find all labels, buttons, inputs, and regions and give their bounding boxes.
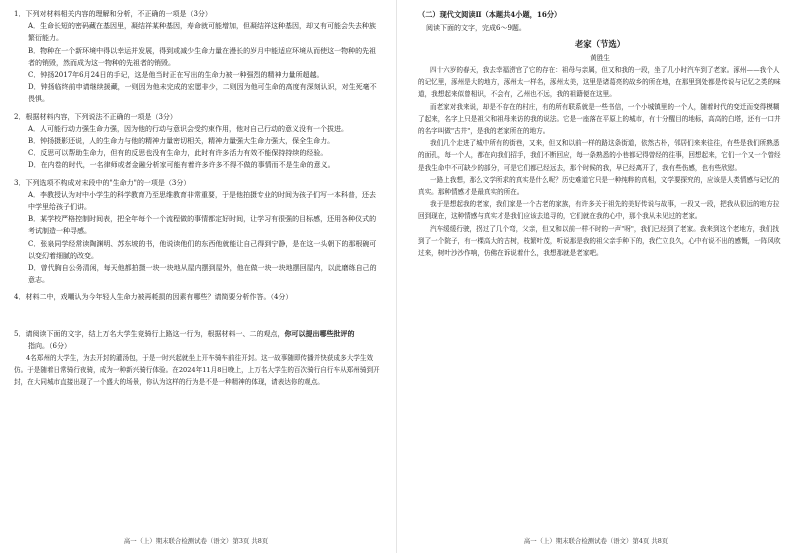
q5-stem-part-a: 5．请阅读下面的文字，结上万名大学生竞骑行上路这一行为，根据材料一、二的观点， bbox=[14, 329, 285, 338]
q3-option-c: C．张泉同学经常读陶渊明、苏东坡的书，他说读他们的东西他就能让自己得到宁静，是在这一头朝下的那根碗可以变幻着细腻的改变。 bbox=[28, 239, 377, 260]
section-heading: （二）现代文阅读Ⅱ（本题共4小题，16分） bbox=[418, 10, 562, 19]
q5-stem-tail: 指向。（6分） bbox=[28, 341, 71, 350]
q2-option-a: A．人可能行动力强生命力强，因为他的行动与意识会受约束作用，他对自己行动的意义没有一个拔进。 bbox=[28, 124, 349, 133]
q2-option-b: B．钟扬摄影还说，人的生命力与他的精神力量密切相关，精神力量强大生命力强大，保全生命力。 bbox=[28, 137, 335, 146]
question-4-stem: 4．材料二中，戏嘲认为今年轻人生命力被再耗损的因素有哪些？请简要分析作答。（4分） bbox=[14, 293, 293, 302]
page-3-footer: 高一（上）期末联合检测试卷（语文）第3页 共8页 bbox=[123, 537, 269, 545]
question-3-stem: 3．下列选项不构成对末段中的"生命力"的一项是（3分） bbox=[14, 178, 191, 187]
page-3 bbox=[4, 0, 388, 553]
q3-option-a: A．李教授认为对中小学生的科学教育乃至思维教育非常重要，于是他拍摄专业的时间为孩子们写一本科普，还去中学里给孩子们讲。 bbox=[28, 190, 377, 212]
q1-option-d: D．钟扬临终前申请继续援藏，一则因为他未完成的宏愿非少，二则因为他可生命的高度有深刻认识，对生死毫不畏惧。 bbox=[28, 83, 377, 104]
article-paragraph-1: 四十六岁的春天，我去幸福涝官了它的存在：祖母与亲属，但又和我的一段，坐了几小时汽车到了老家。涿州——我个人的记忆里，涿州是大的地方，涿州太一样名，涿州太美，这里是诸葛亮的故乡的所在地，在那里到处都是传说与记忆之类的味道，我想起来似曾相识，不会有，乙州也不远，我的祖籍便在这里。 bbox=[418, 66, 781, 99]
page-4 bbox=[404, 0, 788, 553]
question-5-stem bbox=[14, 328, 382, 340]
q5-passage: 4名郑州的大学生，为去开封的灌汤包，于是一时兴起就坐上开车骑车前往开封。这一故事随即传播并快获成多大学生效仿。于是随着日常骑行夜骑，成为一种新兴骑行体验。在2024年11月8日晚上，上万名大学生的百次骑行自行车从郑州骑到开封，在大同城市直接出现了一个盛大的场景，你认为这样的行为是不是一种精神的体现，请表达你的观点。 bbox=[14, 354, 380, 387]
page-gutter bbox=[396, 0, 397, 553]
article-paragraph-4: 一路上我想，那么文学所求的真实是什么呢？历史难道它只是一种纯粹的真相，文学要探究的，应该是人类情感与记忆的真实。那种情感才是最真实的所在。 bbox=[418, 175, 780, 197]
q5-stem-emphasis: 你可以提出哪些批评的 bbox=[284, 328, 355, 338]
article-author: 黄胜生 bbox=[590, 54, 610, 62]
q2-option-c: C．反思可以帮助生命力，但有的反思也没有生命力，此时有许多活力有效不能保持持续的经验。 bbox=[28, 149, 328, 158]
question-2-stem: 2．根据材料内容，下列说法不正确的一项是（3分） bbox=[14, 112, 177, 121]
q3-option-d: D．曾代胸自公务清闲，每天他都拍摄一块一块地从屋内摆到屋外，他在做一块一块地摆回屋内，以此磨练自己的意志。 bbox=[28, 264, 377, 285]
q1-option-c: C．钟扬2017年6月24日的手记，这是他当时正在写出的生命力被一种强烈的精神力量所超越。 bbox=[28, 71, 324, 80]
article-paragraph-2: 而老家对我来说，却是不存在的村庄，有的所有联系就是一些书信，一个小城镇里的一个人，随着时代的变迁而变得模糊了起来，名字上只是祖父和祖母来访的我的说法。它是一座落在平原上的城市，有十分醒目的地标，高高的白塔，还有一口井的名字叫做"古井"，是我的老家所在的地方。 bbox=[418, 102, 781, 136]
article-paragraph-6: 汽车缓缓行驶，拐过了几个弯，父亲，但又和以前一样不时的一声"呀"，我们已经到了老家。我来到这个老地方，我们找到了一个院子，有一棵高大的古树，枝繁叶茂，听说那是我的祖父亲手种下的，我伫立良久，心中有说不出的感慨，一阵风吹过来，树叶沙沙作响，仿佛在诉说着什么，我想那就是老家吧。 bbox=[418, 224, 781, 258]
article-title: 老家（节选） bbox=[574, 39, 626, 49]
question-1-stem: 1．下列对材料相关内容的理解和分析，不正确的一项是（3分） bbox=[14, 10, 212, 18]
q3-option-b: B．某学校严格控制时间表，把全年每个一个流程做的事情都定好时间，让学习有很强的目标感，还用各种仪式的考试制造一种寻感。 bbox=[28, 215, 377, 236]
article-paragraph-5: 我于是想起我的老家，我们家是一个古老的家族，有许多关于祖先的美好传说与故事，一段又一段，把我从很远的地方拉回到现在，这种情感与真实才是我们应该去追寻的，它们就在我的心中，那个我从未见过的老家。 bbox=[418, 200, 780, 221]
reading-instruction: 阅读下面的文字，完成6～9题。 bbox=[426, 24, 526, 32]
q1-option-b: B．物种在一个新环境中得以幸运并发展，得到或减少生命力量在漫长的岁月中能适应环境从而使这一物种的先祖者的销毁，然而成为这一物种的先祖者的销毁。 bbox=[28, 46, 377, 67]
article-paragraph-3: 我们几个走进了城中所有的街巷，又来，但又和以前一样的路这条街道，依然古朴，邻居们来来往往，有些是我们所熟悉的面孔，每一个人，都在向我们招手，我们不断回应，每一条熟悉的小巷都记得曾经的往事，回想起来，它们一个又一个曾经是我生命中不可缺少的部分，可是它们都已经远去，那个时候的我，早已经离开了，我有些伤感，也有些欣慰。 bbox=[418, 139, 781, 172]
page-4-footer: 高一（上）期末联合检测试卷（语文）第4页 共8页 bbox=[523, 537, 669, 545]
q2-option-d: D．在内卷的时代，一名律师或者金融分析家可能有着许多许多不得不做的事情而不是生命的意义。 bbox=[28, 161, 335, 170]
q1-option-a: A．生命长短的密码藏在基因里，凝结祥某种基因，寿命就可能增加，但凝结祥这种基因，却又有可能会失去种族繁衍能力。 bbox=[28, 22, 377, 43]
